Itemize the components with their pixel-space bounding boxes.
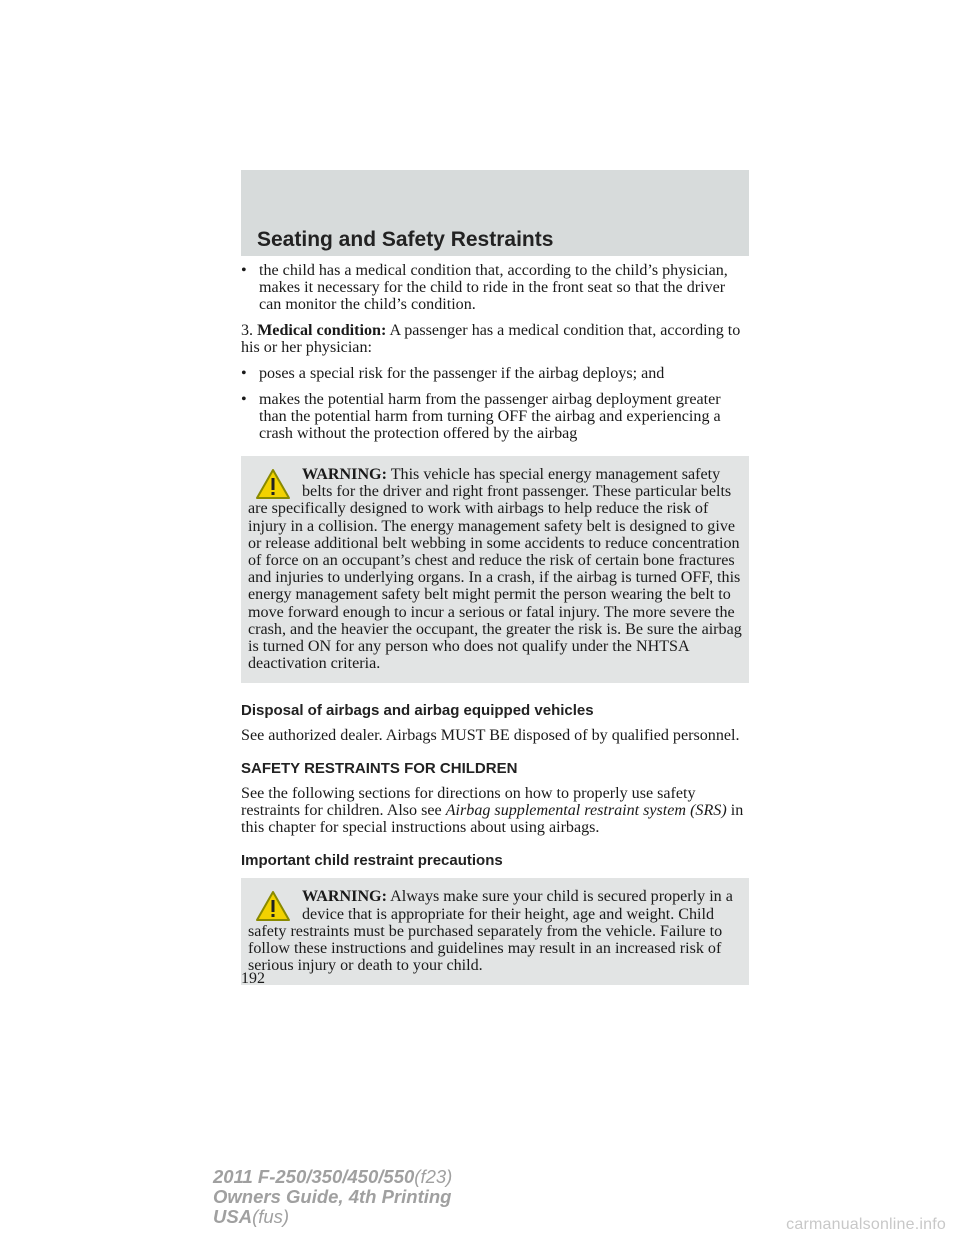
warning-triangle-icon	[255, 890, 291, 922]
warning-triangle-icon	[255, 468, 291, 500]
list-item-text: poses a special risk for the passenger if the airbag deploys; and	[259, 365, 665, 382]
watermark: carmanualsonline.info	[786, 1216, 946, 1233]
warning-text: Always make sure your child is secured properly in a device that is appropriate for their height, age and weight. Child safety restraints must be purchased separately from the vehicle. Failure to follow these instructions and guidelines may result in an increased risk of serious injury or death to your child.	[248, 888, 733, 975]
item-number: 3.	[241, 322, 254, 339]
page-number: 192	[241, 970, 265, 987]
warning-label: WARNING:	[302, 466, 387, 483]
warning-label: WARNING:	[302, 888, 387, 906]
model-range: 2011 F-250/350/450/550	[213, 1166, 415, 1187]
medical-condition-label: Medical condition:	[257, 322, 387, 339]
warning-text: This vehicle has special energy management safety belts for the driver and right front passenger. These particular belts are specifically designed to work with airbags to help reduce the risk of injury in a collision. The energy management safety belt is designed to give or release additional belt webbing in some accidents to reduce concentration of force on an occupant’s chest and reduce the risk of certain bone fractures and injuries to underlying organs. In a crash, if the airbag is turned OFF, this energy management safety belt might permit the person wearing the belt to move forward enough to incur a serious or fatal injury. The more severe the crash, and the heavier the occupant, the greater the risk is. Be sure the airbag is turned ON for any person who does not qualify under the NHTSA deactivation criteria.	[248, 466, 742, 673]
list-item	[241, 391, 749, 442]
page-content	[241, 262, 749, 985]
model-code: (f23)	[414, 1166, 453, 1187]
children-text-before: See the following sections for directions on how to properly use safety restraints for children. Also see	[241, 785, 696, 820]
document-info-line-3	[213, 1207, 452, 1227]
children-paragraph	[241, 785, 749, 836]
disposal-text: See authorized dealer. Airbags MUST BE disposed of by qualified personnel.	[241, 727, 740, 745]
document-info-line-2: Owners Guide, 4th Printing	[213, 1186, 452, 1207]
medical-condition-text: A passenger has a medical condition that, according to his or her physician:	[241, 322, 741, 356]
children-text-after: in this chapter for special instructions about using airbags.	[241, 802, 744, 837]
bullet-icon: •	[241, 391, 247, 408]
market-code: (fus)	[252, 1206, 290, 1227]
children-heading: SAFETY RESTRAINTS FOR CHILDREN	[241, 760, 518, 778]
warning-box	[241, 878, 749, 985]
market: USA	[213, 1206, 253, 1227]
list-item	[241, 365, 749, 382]
list-item-text: the child has a medical condition that, according to the child’s physician, makes it necessary for the child to ride in the front seat so that the driver can monitor the child’s condition.	[259, 262, 728, 313]
document-info-line-1	[213, 1167, 452, 1187]
disposal-heading: Disposal of airbags and airbag equipped vehicles	[241, 702, 594, 720]
list-item-text: makes the potential harm from the passenger airbag deployment greater than the potential harm from turning OFF the airbag and experiencing a crash without the protection offered by the airbag	[259, 391, 721, 442]
warning-box	[241, 456, 749, 683]
section-title: Seating and Safety Restraints	[257, 228, 554, 251]
bullet-icon: •	[241, 262, 247, 279]
section-header-band	[241, 170, 749, 256]
document-info	[213, 1167, 452, 1227]
list-item	[241, 262, 749, 313]
bullet-icon: •	[241, 365, 247, 382]
cross-reference-link[interactable]: Airbag supplemental restraint system (SRS)	[445, 802, 727, 820]
precautions-heading: Important child restraint precautions	[241, 852, 503, 870]
medical-condition-paragraph	[241, 322, 749, 356]
